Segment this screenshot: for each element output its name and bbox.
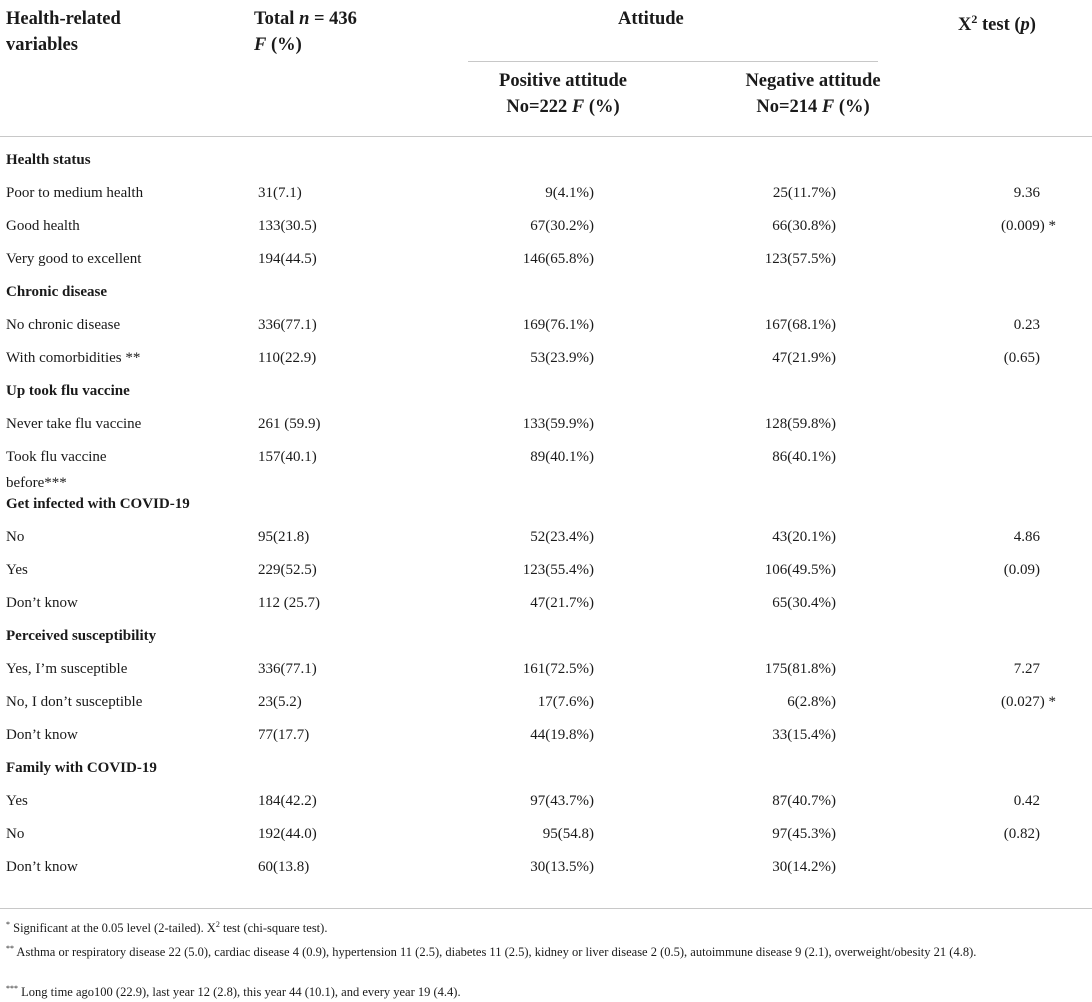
cell-negative: 87(40.7%): [772, 793, 836, 809]
cell-total: 133(30.5): [258, 218, 317, 234]
cell-total: 77(17.7): [258, 727, 310, 743]
cell-total: 336(77.1): [258, 317, 317, 333]
cell-positive: 161(72.5%): [522, 661, 594, 677]
cell-chi-square: 4.86: [1013, 529, 1040, 545]
row-label: Good health: [6, 218, 80, 234]
cell-positive: 17(7.6%): [537, 694, 594, 710]
cell-positive: 146(65.8%): [522, 251, 594, 267]
row-label: Yes, I’m susceptible: [6, 661, 128, 677]
cell-positive: 30(13.5%): [530, 859, 594, 875]
cell-positive: 133(59.9%): [522, 416, 594, 432]
cell-negative: 30(14.2%): [772, 859, 836, 875]
cell-total: 157(40.1): [258, 449, 317, 465]
cell-negative: 123(57.5%): [764, 251, 836, 267]
cell-negative: 25(11.7%): [772, 185, 836, 201]
row-label: No chronic disease: [6, 317, 121, 333]
cell-total: 112 (25.7): [258, 595, 320, 611]
cell-total: 336(77.1): [258, 661, 317, 677]
cell-negative: 33(15.4%): [772, 727, 836, 743]
section-title: Chronic disease: [6, 284, 107, 300]
header-chi-square: $X^2$ test (p): [958, 12, 1036, 36]
cell-chi-square: 0.23: [1013, 317, 1040, 333]
cell-total: 95(21.8): [258, 529, 310, 545]
footnote-1: * Significant at the 0.05 level (2-tailed). $X^2$ test (chi-square test).: [6, 920, 328, 936]
cell-total: 31(7.1): [258, 185, 302, 201]
cell-negative: 43(20.1%): [772, 529, 836, 545]
cell-total: 184(42.2): [258, 793, 317, 809]
cell-positive: 95(54.8): [542, 826, 594, 842]
cell-chi-square: 9.36: [1013, 185, 1040, 201]
cell-chi-square: (0.027) *: [1001, 694, 1056, 710]
row-label: Yes: [6, 562, 28, 578]
cell-negative: 6(2.8%): [787, 694, 836, 710]
cell-negative: 167(68.1%): [764, 317, 836, 333]
cell-positive: 169(76.1%): [522, 317, 594, 333]
header-attitude: Attitude: [618, 9, 684, 29]
section-title: Get infected with COVID-19: [6, 496, 190, 512]
row-label: Don’t know: [6, 595, 78, 611]
cell-chi-square: (0.82): [1003, 826, 1040, 842]
cell-negative: 97(45.3%): [772, 826, 836, 842]
cell-negative: 175(81.8%): [764, 661, 836, 677]
row-label: With comorbidities **: [6, 350, 141, 366]
cell-positive: 9(4.1%): [545, 185, 594, 201]
cell-chi-square: (0.65): [1003, 350, 1040, 366]
row-label-continued: before***: [6, 475, 67, 491]
cell-total: 23(5.2): [258, 694, 302, 710]
cell-positive: 52(23.4%): [530, 529, 594, 545]
row-label: No: [6, 826, 25, 842]
row-label: Took flu vaccine: [6, 449, 107, 465]
cell-total: 194(44.5): [258, 251, 317, 267]
header-total: Total n = 436 F (%): [254, 9, 357, 55]
cell-negative: 66(30.8%): [772, 218, 836, 234]
row-label: Don’t know: [6, 727, 78, 743]
cell-negative: 86(40.1%): [772, 449, 836, 465]
cell-positive: 123(55.4%): [522, 562, 594, 578]
cell-total: 60(13.8): [258, 859, 310, 875]
cell-chi-square: (0.009) *: [1001, 218, 1056, 234]
row-label: No, I don’t susceptible: [6, 694, 143, 710]
section-title: Health status: [6, 152, 91, 168]
row-label: Very good to excellent: [6, 251, 142, 267]
cell-total: 192(44.0): [258, 826, 317, 842]
cell-total: 229(52.5): [258, 562, 317, 578]
cell-negative: 106(49.5%): [764, 562, 836, 578]
section-title: Family with COVID-19: [6, 760, 157, 776]
cell-negative: 128(59.8%): [764, 416, 836, 432]
cell-positive: 89(40.1%): [530, 449, 594, 465]
cell-positive: 67(30.2%): [530, 218, 594, 234]
row-label: Poor to medium health: [6, 185, 144, 201]
cell-chi-square: (0.09): [1003, 562, 1040, 578]
header-positive: Positive attitude No=222 F (%): [499, 71, 627, 117]
cell-positive: 53(23.9%): [530, 350, 594, 366]
footer-rule: [0, 908, 1092, 909]
cell-positive: 47(21.7%): [530, 595, 594, 611]
cell-chi-square: 7.27: [1013, 661, 1040, 677]
section-title: Perceived susceptibility: [6, 628, 157, 644]
header-rule: [0, 136, 1092, 137]
row-label: No: [6, 529, 25, 545]
cell-negative: 47(21.9%): [772, 350, 836, 366]
attitude-underline: [468, 61, 878, 62]
cell-positive: 97(43.7%): [530, 793, 594, 809]
row-label: Don’t know: [6, 859, 78, 875]
section-title: Up took flu vaccine: [6, 383, 130, 399]
cell-positive: 44(19.8%): [530, 727, 594, 743]
footnote-3: *** Long time ago100 (22.9), last year 12 (2.8), this year 44 (10.1), and every year 19 (4.4).: [6, 984, 461, 1000]
footnote-2: ** Asthma or respiratory disease 22 (5.0), cardiac disease 4 (0.9), hypertension 11 (2.5), diabetes 11 (2.5), kidney or liver disease 2 (0.5), autoimmune disease 9 (2.1), overweight/obesity 21 (4.8).: [6, 944, 977, 960]
cell-total: 261 (59.9): [258, 416, 321, 432]
cell-total: 110(22.9): [258, 350, 317, 366]
header-variables: Health-related variables: [6, 9, 121, 55]
header-negative: Negative attitude No=214 F (%): [745, 71, 881, 117]
row-label: Never take flu vaccine: [6, 416, 142, 432]
cell-chi-square: 0.42: [1013, 793, 1040, 809]
cell-negative: 65(30.4%): [772, 595, 836, 611]
row-label: Yes: [6, 793, 28, 809]
